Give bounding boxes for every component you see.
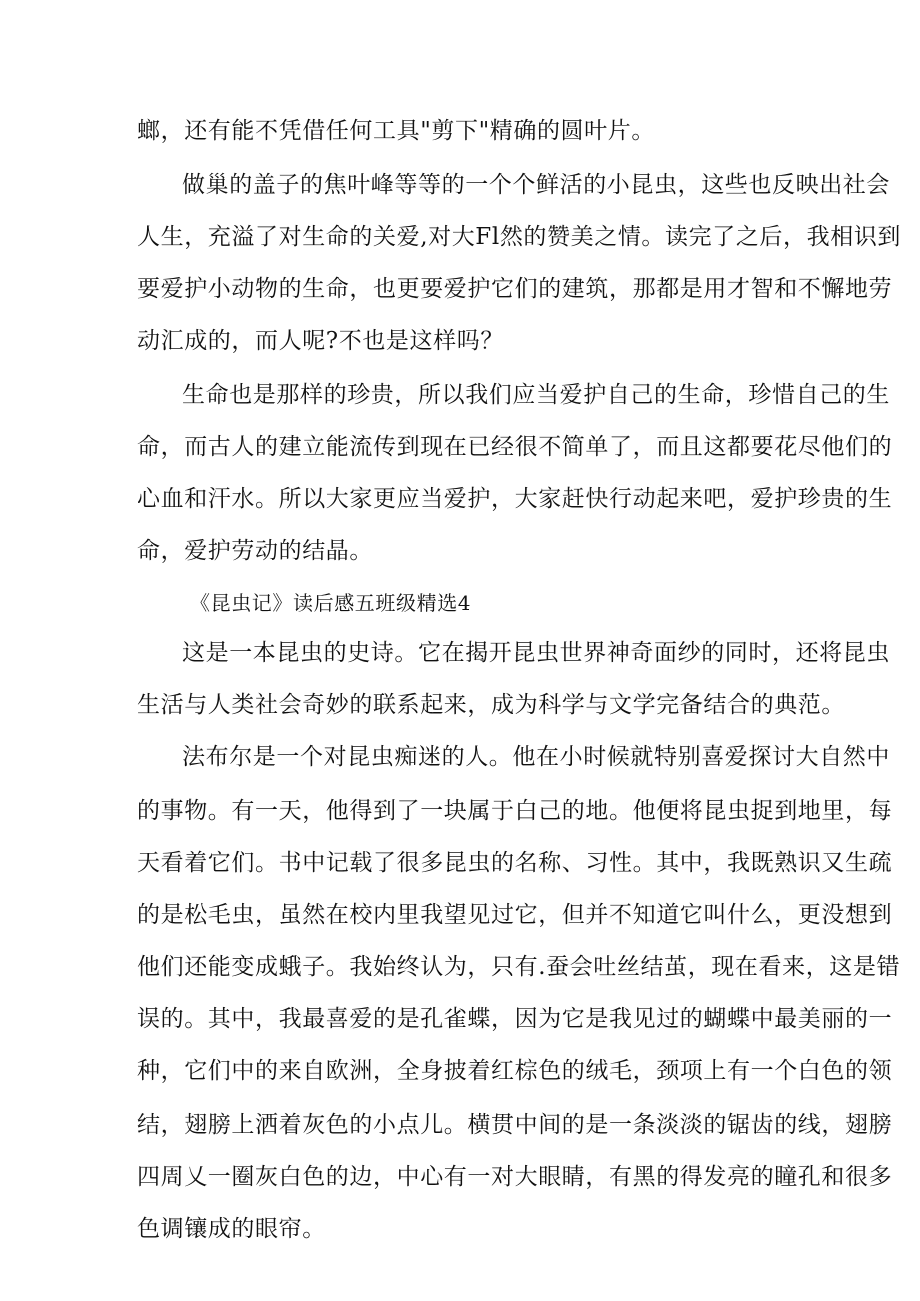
text-line: 生活与人类社会奇妙的联系起来，成为科学与文学完备结合的典范。 <box>137 692 845 718</box>
paragraph-start-line: 做巢的盖子的焦叶峰等等的一个个鲜活的小昆虫，这些也反映出社会 <box>182 172 890 198</box>
text-line: 动汇成的，而人呢?不也是这样吗？ <box>137 328 504 354</box>
text-line: 命，而古人的建立能流传到现在已经很不简单了，而且这都要花尽他们的 <box>137 434 893 460</box>
paragraph-start-line: 法布尔是一个对昆虫痴迷的人。他在小时候就特别喜爱探讨大自然中 <box>182 744 890 770</box>
paragraph-start-line: 生命也是那样的珍贵，所以我们应当爱护自己的生命，珍惜自己的生 <box>182 382 890 408</box>
text-line: 种，它们中的来自欧洲，全身披着红棕色的绒毛，颈项上有一个白色的领 <box>137 1058 893 1084</box>
text-line: 的事物。有一天，他得到了一块属于白己的地。他便将昆虫捉到地里，每 <box>137 798 893 824</box>
text-line: 要爱护小动物的生命，也更要爱护它们的建筑，那都是用才智和不懈地劳 <box>137 276 893 302</box>
text-line: 四周乂一圈灰白色的边，中心有一对大眼睛，有黑的得发亮的瞳孔和很多 <box>137 1164 893 1190</box>
text-line: 天看着它们。书中记载了很多昆虫的名称、习性。其中，我既熟识又生疏 <box>137 850 893 876</box>
text-line: 色调镶成的眼帘。 <box>137 1216 326 1242</box>
text-line: 他们还能变成蛾子。我始终认为，只有.蚕会吐丝结茧，现在看来，这是错 <box>137 954 901 980</box>
text-line: 误的。其中，我最喜爱的是孔雀蝶，因为它是我见过的蝴蝶中最美丽的一 <box>137 1006 893 1032</box>
text-line: 人生，充溢了对生命的关爱,对大Fl然的赞美之情。读完了之后，我相识到 <box>137 224 902 250</box>
paragraph-start-line: 这是一本昆虫的史诗。它在揭开昆虫世界神奇面纱的同时，还将昆虫 <box>182 640 890 666</box>
section-heading: 《昆虫记》读后感五班级精选4 <box>190 591 472 615</box>
text-line: 心血和汗水。所以大家更应当爱护，大家赶快行动起来吧，爱护珍贵的生 <box>137 486 893 512</box>
text-line: 命，爱护劳动的结晶。 <box>137 538 373 564</box>
text-line: 结，翅膀上洒着灰色的小点儿。横贯中间的是一条淡淡的锯齿的线，翅膀 <box>137 1112 893 1138</box>
text-line: 螂，还有能不凭借任何工具"剪下"精确的圆叶片。 <box>137 118 655 144</box>
text-line: 的是松毛虫，虽然在校内里我望见过它，但并不知道它叫什么，更没想到 <box>137 902 893 928</box>
